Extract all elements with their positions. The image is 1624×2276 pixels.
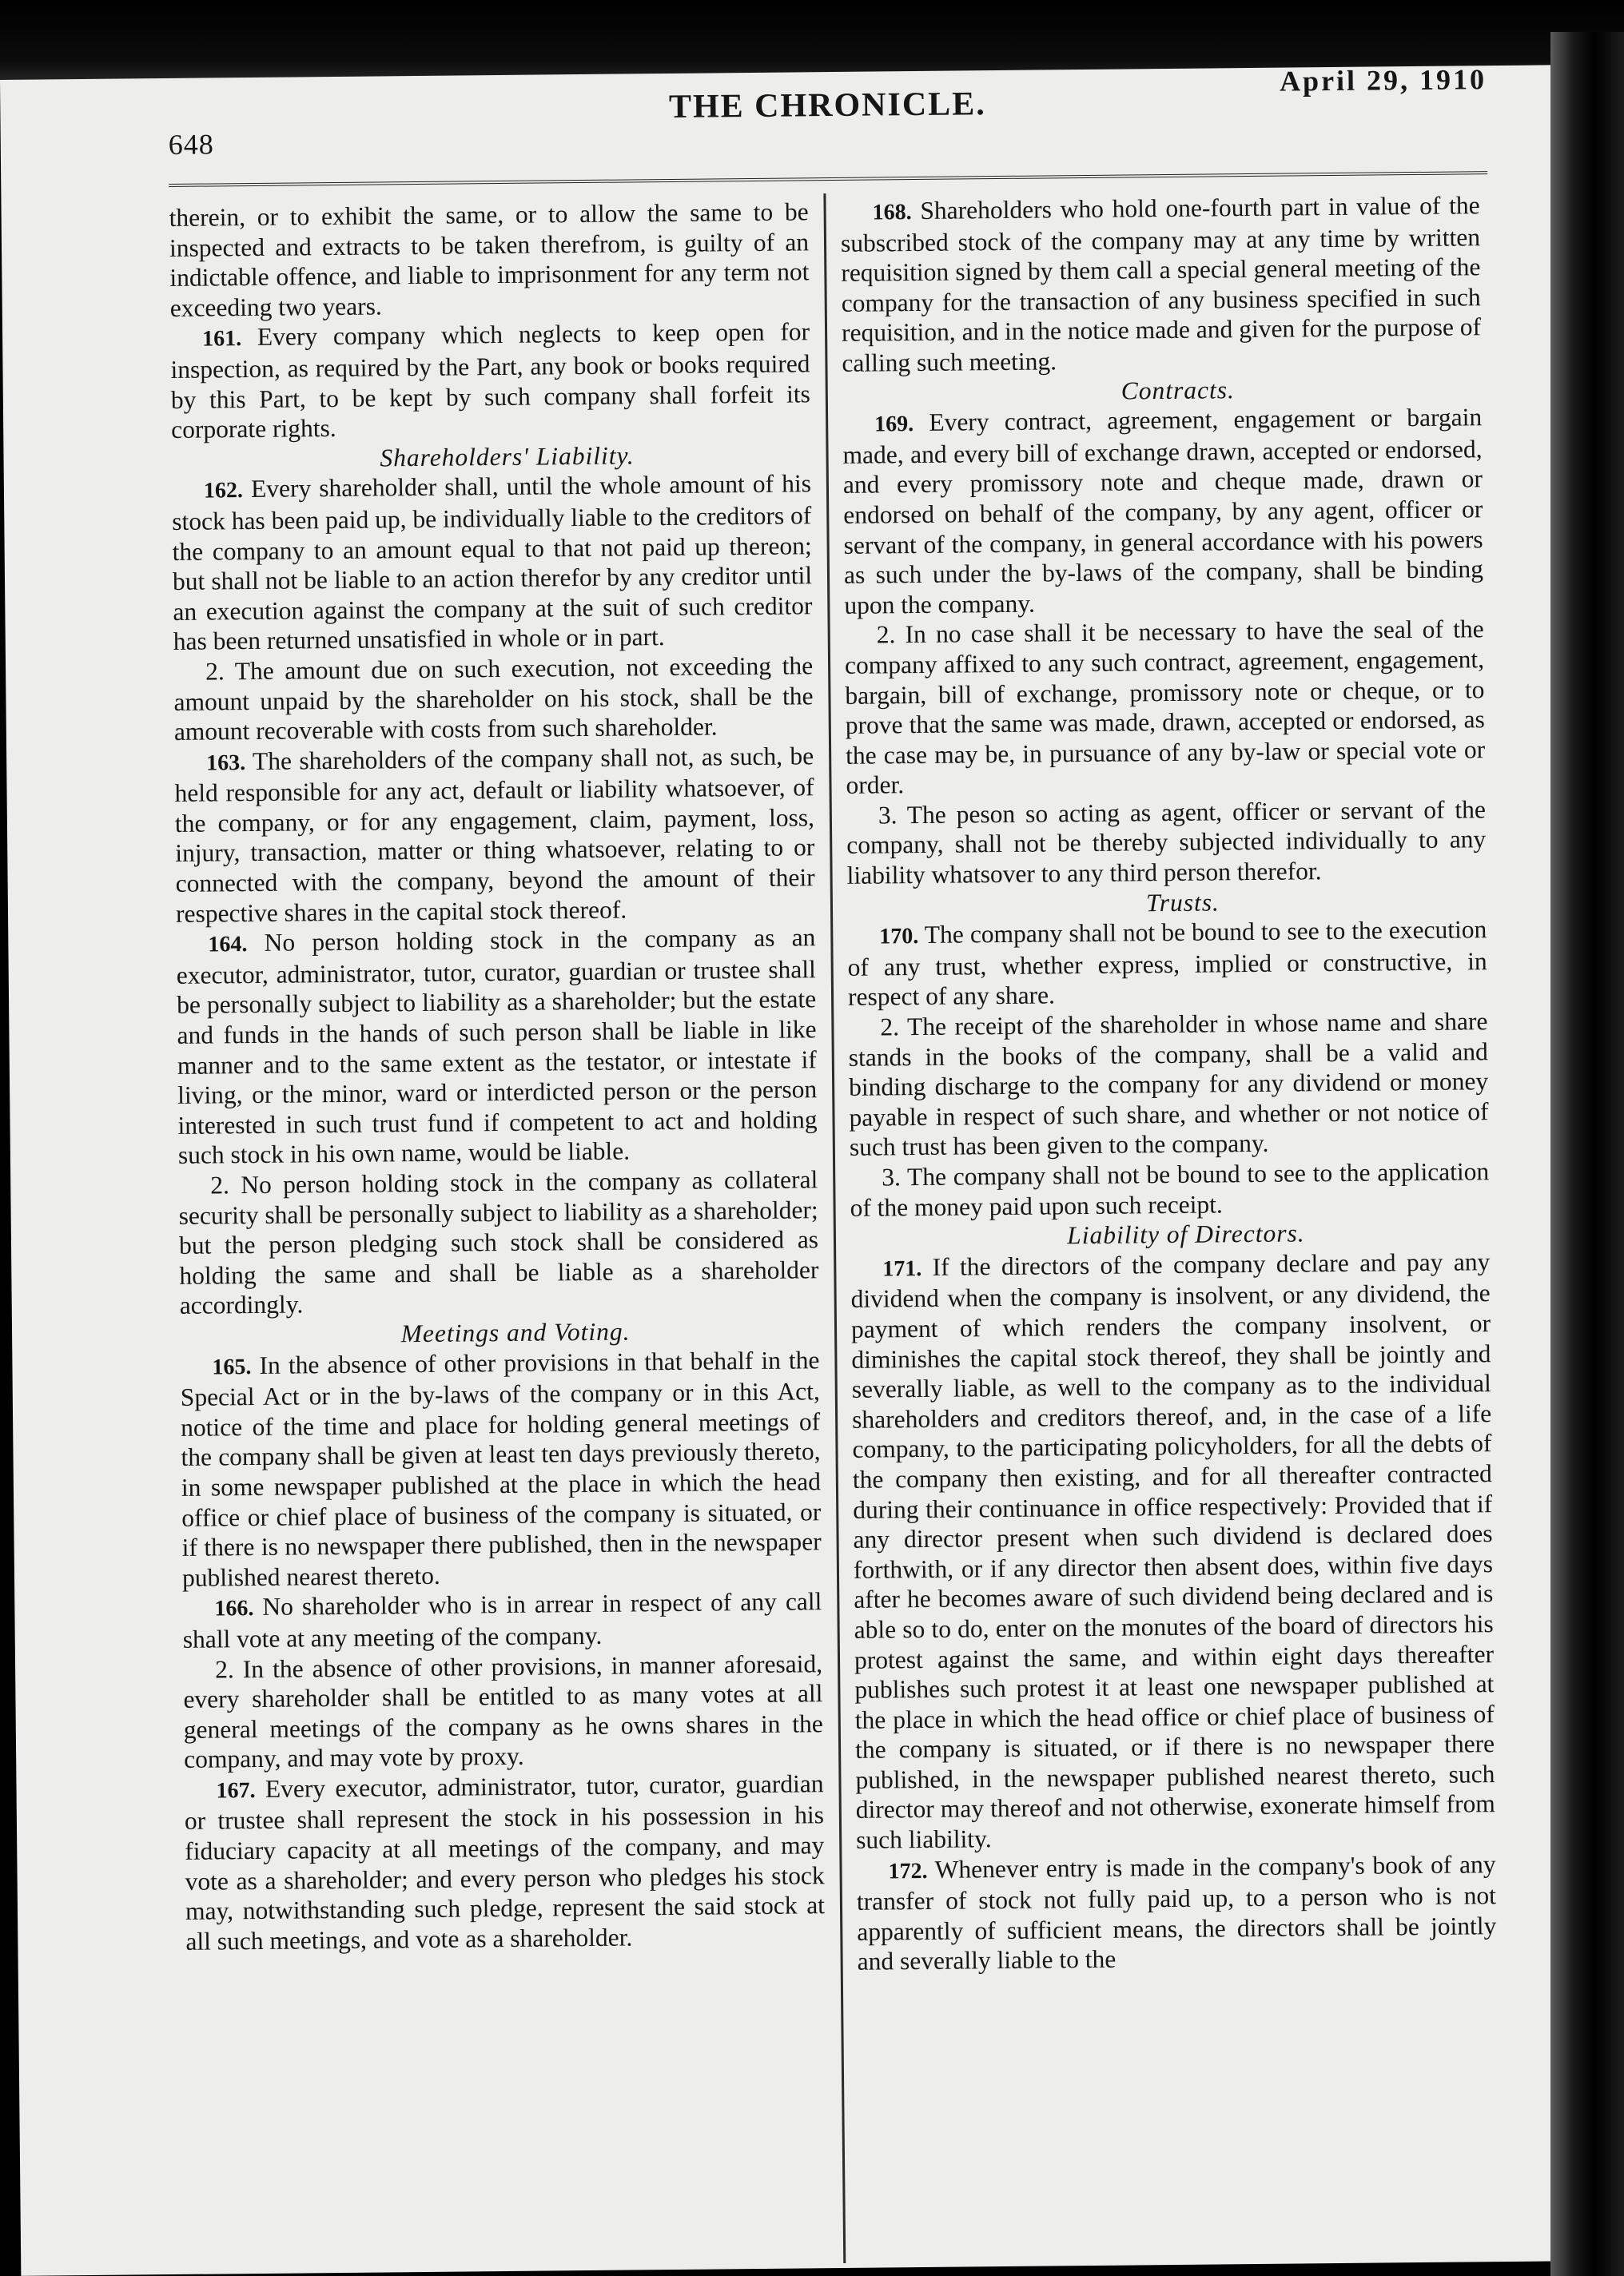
section-paragraph: 172. Whenever entry is made in the company's book of any transfer of stock not fully paid up, to a person who is not apparently of sufficient means, the directors shall be jointly and severally liable to the xyxy=(856,1849,1497,1976)
section-number: 172. xyxy=(888,1858,928,1884)
paragraph: 3. The company shall not be bound to see to the application of the money paid upon such receipt. xyxy=(850,1157,1490,1222)
paragraph: therein, or to exhibit the same, or to allow the same to be inspected and extracts to be taken therefrom, is guilty of an indictable offence, and liable to imprisonment for any term not exceeding two years. xyxy=(169,197,810,322)
section-heading: Shareholders' Liability. xyxy=(380,441,635,472)
section-number: 161. xyxy=(201,326,242,352)
section-number: 162. xyxy=(203,478,244,503)
section-number: 164. xyxy=(208,932,248,957)
section-paragraph: 165. In the absence of other provisions in that behalf in the Special Act or in the by-laws of the company or in this Act, notice of the time and place for holding general meetings of the company shall be given at least ten days previously thereto, in some newspaper published at the place in which the head office or chief place of business of the company is situated, or if there is no newspaper there published, then in the newspaper published nearest thereto. xyxy=(180,1345,822,1592)
section-number: 169. xyxy=(874,412,914,437)
section-paragraph: 166. No shareholder who is in arrear in respect of any call shall vote at any meeting of the company. xyxy=(182,1587,822,1653)
section-paragraph: 170. The company shall not be bound to see to the execution of any trust, whether express, implied or constructive, in respect of any share. xyxy=(847,915,1487,1012)
paragraph: 2. The amount due on such execution, not exceeding the amount unpaid by the shareholder on his stock, shall be the amount recoverable with costs from such shareholder. xyxy=(173,651,814,746)
binding-shadow xyxy=(1550,32,1624,2276)
right-column xyxy=(840,190,1496,1977)
section-paragraph: 167. Every executor, administrator, tutor, curator, guardian or trustee shall represent the stock in his possession in his fiduciary capacity at all meetings of the company, and may vote as a shareholder; and every person who pledges his stock may, notwithstanding such pledge, represent the said stock at all such meetings, and vote as a shareholder. xyxy=(184,1769,826,1956)
section-paragraph: 164. No person holding stock in the company as an executor, administrator, tutor, curator, guardian or trustee shall be personally subject to liability as a shareholder; but the estate and funds in the hands of such person shall be liable in like manner and to the same extent as the testator, or intestate if living, or the minor, ward or interdicted person or the person interested in such trust fund if competent to act and holding such stock in his own name, would be liable. xyxy=(176,923,818,1170)
section-number: 170. xyxy=(879,924,919,949)
page-header xyxy=(168,63,1487,177)
column-divider xyxy=(823,193,846,2263)
section-paragraph: 162. Every shareholder shall, until the whole amount of his stock has been paid up, be individually liable to the creditors of the company to an amount equal to that not paid up thereon; but shall not be liable to an action therefor by any creditor until an execution against the company at the suit of such creditor has been returned unsatisfied in whole or in part. xyxy=(172,469,813,656)
section-paragraph: 171. If the directors of the company declare and pay any dividend when the company is insolvent, or any dividend, the payment of which renders the company insolvent, or diminishes the capital stock thereof, they shall be jointly and severally liable, as well to the company as to the individual shareholders and creditors thereof, and, in the case of a life company, to the participating policyholders, for all the debts of the company then existing, and for all thereafter contracted during their continuance in office respectively: Provided that if any director present when such dividend is declared does forthwith, or if any director then absent does, within five days after he becomes aware of such dividend being declared and is able so to do, enter on the monutes of the board of directors his protest against the same, and within eight days thereafter publishes such protest it at least one newspaper published at the place in which the head office or chief place of business of the company is situated, or if there is no newspaper there published, in the newspaper published nearest thereto, such director may thereof and not otherwise, exonerate himself from such liability. xyxy=(850,1247,1495,1854)
section-paragraph: 163. The shareholders of the company shall not, as such, be held responsible for any act, default or liability whatsoever, of the company, or for any engagement, claim, payment, loss, injury, transaction, matter or thing whatsoever, relating to or connected with the company, beyond the amount of their respective shares in the capital stock thereof. xyxy=(174,741,815,928)
section-number: 171. xyxy=(882,1255,922,1282)
section-heading: Trusts. xyxy=(1145,888,1220,917)
page-number: 648 xyxy=(168,128,214,161)
section-paragraph: 168. Shareholders who hold one-fourth part in value of the subscribed stock of the company may at any time by written requisition signed by them call a special general meeting of the company for the transaction of any business specified in such requisition, and in the notice made and given for the purpose of calling such meeting. xyxy=(840,191,1482,377)
section-number: 168. xyxy=(872,200,912,225)
masthead-title: THE CHRONICLE. xyxy=(668,86,986,125)
section-heading: Liability of Directors. xyxy=(1067,1219,1305,1250)
issue-date: April 29, 1910 xyxy=(1279,63,1487,97)
paragraph: 2. The receipt of the shareholder in whose name and share stands in the books of the company, shall be a valid and binding discharge to the company for any dividend or money payable in respect of such share, and whether or not notice of such trust has been given to the company. xyxy=(848,1007,1489,1162)
newspaper-page xyxy=(0,65,1578,2276)
section-heading: Contracts. xyxy=(1120,375,1236,405)
section-number: 166. xyxy=(214,1596,254,1621)
section-number: 163. xyxy=(206,750,246,776)
section-number: 165. xyxy=(212,1354,252,1380)
section-paragraph: 169. Every contract, agreement, engagement or bargain made, and every bill of exchange drawn, accepted or endorsed, and every promissory note and cheque made, drawn or endorsed on behalf of the company, by any agent, officer or servant of the company, in general accordance with his powers as such under the by-laws of the company, shall be binding upon the company. xyxy=(842,403,1484,619)
section-number: 167. xyxy=(216,1777,256,1804)
paragraph: 3. The peson so acting as agent, officer or servant of the company, shall not be thereby subjected individually to any liability whatsover to any third person therefor. xyxy=(846,795,1487,889)
paragraph: 2. In no case shall it be necessary to have the seal of the company affixed to any such contract, agreement, engagement, bargain, bill of exchange, promissory note or cheque, or to prove that the same was made, drawn, accepted or endorsed, as the case may be, in pursuance of any by-law or special vote or order. xyxy=(844,615,1486,800)
section-paragraph: 161. Every company which neglects to keep open for inspection, as required by the Part, any book or books required by this Part, to be kept by such company shall forfeit its corporate rights. xyxy=(170,317,810,444)
paragraph: 2. No person holding stock in the company as collateral security shall be personally subject to liability as a shareholder; but the person pledging such stock shall be considered as holding the same and shall be liable as a shareholder accordingly. xyxy=(178,1165,819,1320)
left-column xyxy=(169,197,825,1956)
section-heading: Meetings and Voting. xyxy=(400,1317,631,1348)
paragraph: 2. In the absence of other provisions, in manner aforesaid, every shareholder shall be entitled to as many votes at all general meetings of the company as he owns shares in the company, and may vote by proxy. xyxy=(183,1649,823,1774)
